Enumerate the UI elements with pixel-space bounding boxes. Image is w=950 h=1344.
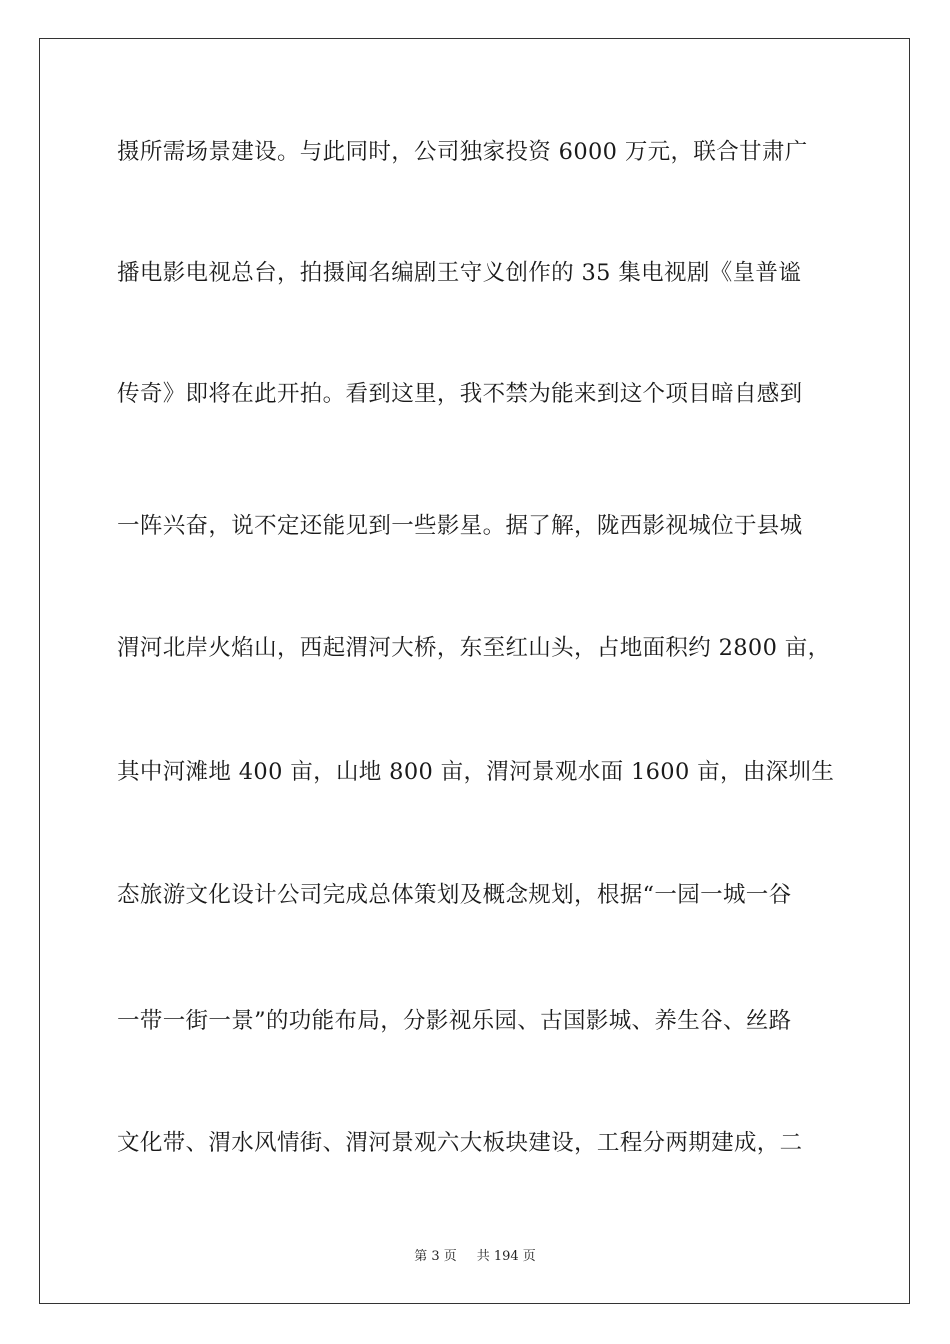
paragraph-line: 摄所需场景建设。与此同时，公司独家投资 6000 万元，联合甘肃广	[117, 139, 808, 165]
page-number: 第 3 页	[414, 1249, 457, 1264]
paragraph-line: 一阵兴奋，说不定还能见到一些影星。据了解，陇西影视城位于县城	[117, 513, 803, 539]
page-footer	[0, 1249, 950, 1265]
paragraph-line: 播电影电视总台，拍摄闻名编剧王守义创作的 35 集电视剧《皇普谧	[117, 260, 802, 286]
paragraph-line: 渭河北岸火焰山，西起渭河大桥，东至红山头，占地面积约 2800 亩，	[117, 635, 831, 661]
paragraph-line: 一带一街一景”的功能布局，分影视乐园、古国影城、养生谷、丝路	[117, 1008, 792, 1034]
page-border	[39, 38, 910, 1304]
paragraph-line: 态旅游文化设计公司完成总体策划及概念规划，根据“一园一城一谷	[117, 882, 792, 908]
page-total: 共 194 页	[476, 1249, 536, 1264]
paragraph-line: 传奇》即将在此开拍。看到这里，我不禁为能来到这个项目暗自感到	[117, 381, 803, 407]
paragraph-line: 文化带、渭水风情街、渭河景观六大板块建设，工程分两期建成，二	[117, 1130, 803, 1156]
paragraph-line: 其中河滩地 400 亩，山地 800 亩，渭河景观水面 1600 亩，由深圳生	[117, 759, 835, 785]
